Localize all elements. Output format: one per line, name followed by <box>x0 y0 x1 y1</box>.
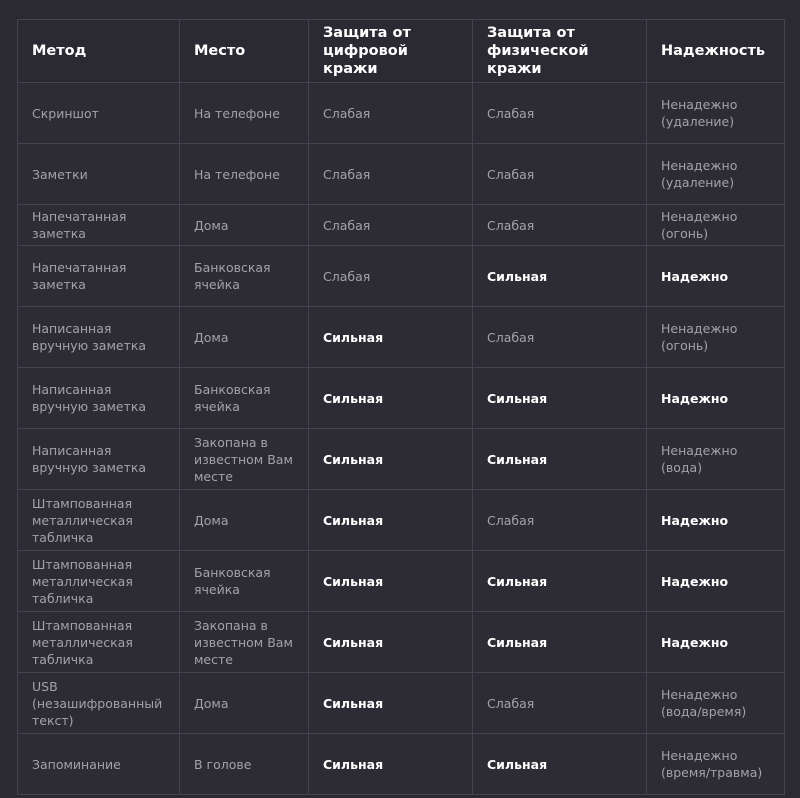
cell-reliability: Ненадежно (вода/время) <box>647 673 785 734</box>
table-row <box>18 612 785 673</box>
cell-digital-protection: Сильная <box>309 612 473 673</box>
table-header-row <box>18 20 785 83</box>
table-body <box>18 83 785 795</box>
cell-physical-protection: Слабая <box>473 673 647 734</box>
cell-digital-protection: Сильная <box>309 368 473 429</box>
cell-place: Банковская ячейка <box>180 551 309 612</box>
cell-method: Скриншот <box>18 83 180 144</box>
cell-place: На телефоне <box>180 83 309 144</box>
header-digital-protection: Защита от цифровой кражи <box>309 20 473 83</box>
cell-method: Написанная вручную заметка <box>18 368 180 429</box>
cell-place: Банковская ячейка <box>180 368 309 429</box>
storage-methods-table <box>17 19 785 795</box>
table-row <box>18 246 785 307</box>
cell-place: На телефоне <box>180 144 309 205</box>
cell-method: Заметки <box>18 144 180 205</box>
header-reliability: Надежность <box>647 20 785 83</box>
table-row <box>18 734 785 795</box>
cell-physical-protection: Слабая <box>473 307 647 368</box>
cell-physical-protection: Сильная <box>473 551 647 612</box>
cell-method: Штампованная металлическая табличка <box>18 612 180 673</box>
cell-physical-protection: Слабая <box>473 205 647 246</box>
cell-reliability: Надежно <box>647 490 785 551</box>
cell-digital-protection: Слабая <box>309 205 473 246</box>
cell-place: Закопана в известном Вам месте <box>180 429 309 490</box>
cell-reliability: Ненадежно (удаление) <box>647 144 785 205</box>
cell-method: Написанная вручную заметка <box>18 429 180 490</box>
cell-physical-protection: Сильная <box>473 368 647 429</box>
cell-digital-protection: Слабая <box>309 83 473 144</box>
table-row <box>18 307 785 368</box>
table-row <box>18 205 785 246</box>
table-row <box>18 429 785 490</box>
cell-digital-protection: Сильная <box>309 429 473 490</box>
cell-place: Дома <box>180 673 309 734</box>
cell-physical-protection: Сильная <box>473 246 647 307</box>
cell-place: Банковская ячейка <box>180 246 309 307</box>
cell-method: Запоминание <box>18 734 180 795</box>
cell-method: Штампованная металлическая табличка <box>18 551 180 612</box>
cell-digital-protection: Сильная <box>309 307 473 368</box>
cell-method: Напечатанная заметка <box>18 246 180 307</box>
cell-digital-protection: Слабая <box>309 144 473 205</box>
cell-physical-protection: Слабая <box>473 490 647 551</box>
cell-digital-protection: Сильная <box>309 551 473 612</box>
cell-physical-protection: Сильная <box>473 429 647 490</box>
header-place: Место <box>180 20 309 83</box>
table-row <box>18 673 785 734</box>
cell-digital-protection: Слабая <box>309 246 473 307</box>
cell-method: USB (незашифрованный текст) <box>18 673 180 734</box>
cell-reliability: Надежно <box>647 612 785 673</box>
header-method: Метод <box>18 20 180 83</box>
cell-physical-protection: Слабая <box>473 144 647 205</box>
cell-place: Закопана в известном Вам месте <box>180 612 309 673</box>
cell-reliability: Ненадежно (огонь) <box>647 205 785 246</box>
cell-reliability: Ненадежно (время/травма) <box>647 734 785 795</box>
table-row <box>18 551 785 612</box>
cell-physical-protection: Сильная <box>473 612 647 673</box>
cell-reliability: Ненадежно (удаление) <box>647 83 785 144</box>
cell-digital-protection: Сильная <box>309 734 473 795</box>
cell-digital-protection: Сильная <box>309 490 473 551</box>
cell-physical-protection: Слабая <box>473 83 647 144</box>
header-physical-protection: Защита от физической кражи <box>473 20 647 83</box>
cell-physical-protection: Сильная <box>473 734 647 795</box>
table-row <box>18 83 785 144</box>
cell-reliability: Ненадежно (вода) <box>647 429 785 490</box>
cell-reliability: Надежно <box>647 246 785 307</box>
cell-reliability: Надежно <box>647 551 785 612</box>
cell-place: В голове <box>180 734 309 795</box>
table-row <box>18 144 785 205</box>
cell-place: Дома <box>180 307 309 368</box>
cell-method: Написанная вручную заметка <box>18 307 180 368</box>
cell-method: Штампованная металлическая табличка <box>18 490 180 551</box>
cell-reliability: Ненадежно (огонь) <box>647 307 785 368</box>
table-row <box>18 490 785 551</box>
cell-place: Дома <box>180 490 309 551</box>
cell-digital-protection: Сильная <box>309 673 473 734</box>
cell-reliability: Надежно <box>647 368 785 429</box>
cell-method: Напечатанная заметка <box>18 205 180 246</box>
table-row <box>18 368 785 429</box>
comparison-table-container <box>17 19 784 795</box>
cell-place: Дома <box>180 205 309 246</box>
